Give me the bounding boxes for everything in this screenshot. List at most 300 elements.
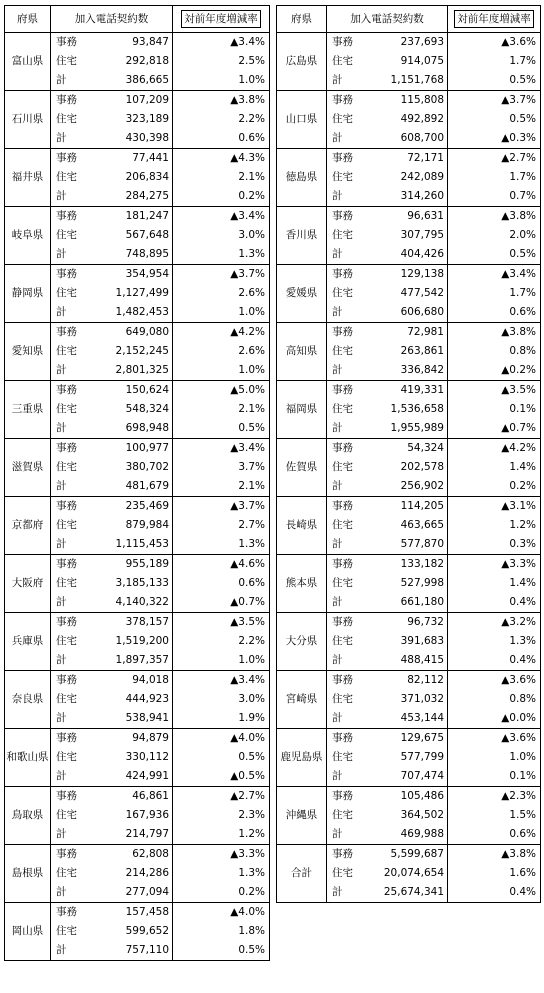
yoy-rate: ▲2.3% — [448, 787, 541, 807]
yoy-rate: 0.6% — [173, 574, 270, 593]
table-row — [5, 787, 270, 807]
row-type: 事務 — [327, 265, 365, 285]
row-type: 事務 — [51, 207, 91, 227]
contract-count: 336,842 — [365, 361, 448, 381]
yoy-rate: 2.2% — [173, 632, 270, 651]
row-type: 住宅 — [327, 284, 365, 303]
contract-count: 105,486 — [365, 787, 448, 807]
row-type: 住宅 — [51, 922, 91, 941]
contract-count: 242,089 — [365, 168, 448, 187]
row-type: 事務 — [327, 555, 365, 575]
yoy-rate: ▲3.4% — [173, 439, 270, 459]
row-type: 計 — [51, 651, 91, 671]
pref-header: 府県 — [277, 6, 327, 33]
contract-count: 430,398 — [91, 129, 173, 149]
yoy-rate: 2.6% — [173, 284, 270, 303]
yoy-rate: 3.0% — [173, 226, 270, 245]
yoy-rate: ▲3.8% — [448, 207, 541, 227]
row-type: 住宅 — [51, 574, 91, 593]
row-type: 事務 — [51, 265, 91, 285]
contract-count: 606,680 — [365, 303, 448, 323]
yoy-rate: 1.4% — [448, 574, 541, 593]
table-row — [277, 555, 541, 575]
table-row — [277, 91, 541, 111]
yoy-rate: ▲4.0% — [173, 729, 270, 749]
table-row — [277, 787, 541, 807]
table-row — [5, 33, 270, 53]
yoy-rate: 2.3% — [173, 806, 270, 825]
contract-count: 82,112 — [365, 671, 448, 691]
yoy-rate: 0.4% — [448, 883, 541, 903]
yoy-rate: ▲3.5% — [448, 381, 541, 401]
row-type: 住宅 — [51, 806, 91, 825]
row-type: 住宅 — [327, 574, 365, 593]
yoy-rate: 0.5% — [173, 941, 270, 961]
contract-count: 1,115,453 — [91, 535, 173, 555]
contract-count: 757,110 — [91, 941, 173, 961]
yoy-rate: ▲0.7% — [173, 593, 270, 613]
row-type: 計 — [51, 535, 91, 555]
row-type: 事務 — [327, 497, 365, 517]
row-type: 住宅 — [51, 284, 91, 303]
yoy-rate: 2.7% — [173, 516, 270, 535]
row-type: 住宅 — [51, 400, 91, 419]
contract-count: 46,861 — [91, 787, 173, 807]
yoy-rate: 0.4% — [448, 593, 541, 613]
contract-count: 237,693 — [365, 33, 448, 53]
yoy-rate: 0.2% — [448, 477, 541, 497]
left-body — [5, 33, 270, 961]
yoy-rate: ▲3.4% — [173, 671, 270, 691]
contract-count: 284,275 — [91, 187, 173, 207]
yoy-rate: 2.5% — [173, 52, 270, 71]
contract-count: 330,112 — [91, 748, 173, 767]
prefecture-name: 香川県 — [277, 207, 327, 265]
yoy-rate: ▲3.8% — [173, 91, 270, 111]
row-type: 計 — [51, 593, 91, 613]
yoy-rate: 0.2% — [173, 187, 270, 207]
contract-count: 1,536,658 — [365, 400, 448, 419]
right-table — [276, 5, 541, 903]
contract-count: 469,988 — [365, 825, 448, 845]
contract-count: 538,941 — [91, 709, 173, 729]
yoy-rate: 1.0% — [173, 361, 270, 381]
table-row — [277, 613, 541, 633]
contract-count: 181,247 — [91, 207, 173, 227]
row-type: 住宅 — [327, 748, 365, 767]
contract-count: 235,469 — [91, 497, 173, 517]
row-type: 計 — [327, 245, 365, 265]
table-row — [277, 671, 541, 691]
contract-count: 307,795 — [365, 226, 448, 245]
yoy-rate: ▲4.2% — [173, 323, 270, 343]
table-row — [5, 381, 270, 401]
yoy-rate: 1.2% — [448, 516, 541, 535]
row-type: 住宅 — [327, 864, 365, 883]
prefecture-name: 広島県 — [277, 33, 327, 91]
contract-count: 419,331 — [365, 381, 448, 401]
left-table — [4, 5, 270, 961]
row-type: 計 — [51, 245, 91, 265]
rate-header: 対前年度増減率 — [448, 6, 541, 33]
contract-count: 167,936 — [91, 806, 173, 825]
header-row — [277, 6, 541, 33]
table-row — [277, 149, 541, 169]
table-row — [5, 845, 270, 865]
contract-count: 129,675 — [365, 729, 448, 749]
row-type: 計 — [51, 825, 91, 845]
row-type: 計 — [51, 71, 91, 91]
contract-count: 914,075 — [365, 52, 448, 71]
row-type: 事務 — [327, 439, 365, 459]
row-type: 計 — [327, 129, 365, 149]
yoy-rate: ▲3.2% — [448, 613, 541, 633]
yoy-rate: 1.3% — [173, 245, 270, 265]
row-type: 事務 — [327, 207, 365, 227]
yoy-rate: 1.9% — [173, 709, 270, 729]
row-type: 住宅 — [327, 516, 365, 535]
yoy-rate: 1.0% — [173, 651, 270, 671]
contract-count: 378,157 — [91, 613, 173, 633]
yoy-rate: ▲0.0% — [448, 709, 541, 729]
prefecture-name: 岡山県 — [5, 903, 51, 961]
yoy-rate: ▲4.6% — [173, 555, 270, 575]
prefecture-name: 滋賀県 — [5, 439, 51, 497]
yoy-rate: ▲4.0% — [173, 903, 270, 923]
yoy-rate: 1.5% — [448, 806, 541, 825]
yoy-rate: ▲3.6% — [448, 671, 541, 691]
yoy-rate: 2.2% — [173, 110, 270, 129]
table-row — [277, 845, 541, 865]
contract-count: 577,870 — [365, 535, 448, 555]
count-header: 加入電話契約数 — [327, 6, 448, 33]
table-row — [277, 497, 541, 517]
contract-count: 481,679 — [91, 477, 173, 497]
row-type: 計 — [51, 361, 91, 381]
yoy-rate: 3.0% — [173, 690, 270, 709]
contract-count: 323,189 — [91, 110, 173, 129]
table-row — [5, 265, 270, 285]
contract-count: 77,441 — [91, 149, 173, 169]
contract-count: 150,624 — [91, 381, 173, 401]
yoy-rate: 0.2% — [173, 883, 270, 903]
contract-count: 100,977 — [91, 439, 173, 459]
contract-count: 661,180 — [365, 593, 448, 613]
prefecture-name: 徳島県 — [277, 149, 327, 207]
table-row — [277, 33, 541, 53]
yoy-rate: 1.6% — [448, 864, 541, 883]
table-row — [5, 671, 270, 691]
contract-count: 444,923 — [91, 690, 173, 709]
table-row — [5, 497, 270, 517]
row-type: 事務 — [51, 439, 91, 459]
contract-count: 133,182 — [365, 555, 448, 575]
prefecture-name: 奈良県 — [5, 671, 51, 729]
contract-count: 96,631 — [365, 207, 448, 227]
yoy-rate: 0.8% — [448, 690, 541, 709]
yoy-rate: ▲3.7% — [448, 91, 541, 111]
row-type: 住宅 — [327, 342, 365, 361]
yoy-rate: 0.6% — [173, 129, 270, 149]
yoy-rate: ▲0.7% — [448, 419, 541, 439]
contract-count: 707,474 — [365, 767, 448, 787]
table-row — [5, 903, 270, 923]
row-type: 計 — [327, 825, 365, 845]
row-type: 住宅 — [327, 806, 365, 825]
row-type: 住宅 — [51, 748, 91, 767]
table-row — [277, 729, 541, 749]
row-type: 事務 — [327, 91, 365, 111]
contract-count: 955,189 — [91, 555, 173, 575]
contract-count: 391,683 — [365, 632, 448, 651]
prefecture-name: 鹿児島県 — [277, 729, 327, 787]
yoy-rate: 0.1% — [448, 767, 541, 787]
contract-count: 1,955,989 — [365, 419, 448, 439]
row-type: 住宅 — [327, 632, 365, 651]
yoy-rate: ▲3.6% — [448, 33, 541, 53]
row-type: 計 — [51, 477, 91, 497]
prefecture-name: 岐阜県 — [5, 207, 51, 265]
contract-count: 527,998 — [365, 574, 448, 593]
contract-count: 424,991 — [91, 767, 173, 787]
row-type: 住宅 — [327, 110, 365, 129]
table-row — [5, 323, 270, 343]
contract-count: 1,482,453 — [91, 303, 173, 323]
yoy-rate: ▲3.7% — [173, 497, 270, 517]
contract-count: 599,652 — [91, 922, 173, 941]
contract-count: 2,152,245 — [91, 342, 173, 361]
yoy-rate: 1.0% — [173, 71, 270, 91]
contract-count: 94,018 — [91, 671, 173, 691]
pref-header: 府県 — [5, 6, 51, 33]
contract-count: 1,519,200 — [91, 632, 173, 651]
table-row — [5, 207, 270, 227]
table-row — [5, 439, 270, 459]
yoy-rate: ▲3.6% — [448, 729, 541, 749]
row-type: 計 — [327, 767, 365, 787]
row-type: 住宅 — [51, 168, 91, 187]
contract-count: 114,205 — [365, 497, 448, 517]
row-type: 事務 — [51, 33, 91, 53]
yoy-rate: ▲3.4% — [448, 265, 541, 285]
prefecture-name: 宮崎県 — [277, 671, 327, 729]
contract-count: 5,599,687 — [365, 845, 448, 865]
yoy-rate: 0.5% — [448, 110, 541, 129]
prefecture-name: 合計 — [277, 845, 327, 903]
contract-count: 72,171 — [365, 149, 448, 169]
row-type: 計 — [327, 477, 365, 497]
prefecture-name: 愛媛県 — [277, 265, 327, 323]
row-type: 住宅 — [51, 864, 91, 883]
contract-count: 453,144 — [365, 709, 448, 729]
row-type: 住宅 — [327, 690, 365, 709]
contract-count: 1,897,357 — [91, 651, 173, 671]
yoy-rate: ▲0.5% — [173, 767, 270, 787]
count-header: 加入電話契約数 — [51, 6, 173, 33]
contract-count: 256,902 — [365, 477, 448, 497]
yoy-rate: 0.6% — [448, 825, 541, 845]
yoy-rate: 3.7% — [173, 458, 270, 477]
row-type: 住宅 — [51, 516, 91, 535]
prefecture-name: 石川県 — [5, 91, 51, 149]
contract-count: 488,415 — [365, 651, 448, 671]
yoy-rate: 0.3% — [448, 535, 541, 555]
yoy-rate: 2.1% — [173, 400, 270, 419]
row-type: 計 — [327, 419, 365, 439]
table-row — [5, 729, 270, 749]
row-type: 事務 — [51, 381, 91, 401]
contract-count: 1,151,768 — [365, 71, 448, 91]
prefecture-name: 長崎県 — [277, 497, 327, 555]
yoy-rate: ▲3.7% — [173, 265, 270, 285]
yoy-rate: ▲2.7% — [448, 149, 541, 169]
row-type: 事務 — [327, 671, 365, 691]
row-type: 住宅 — [327, 168, 365, 187]
row-type: 計 — [51, 419, 91, 439]
contract-count: 354,954 — [91, 265, 173, 285]
row-type: 事務 — [51, 787, 91, 807]
yoy-rate: 1.0% — [448, 748, 541, 767]
yoy-rate: 1.0% — [173, 303, 270, 323]
yoy-rate: 2.1% — [173, 477, 270, 497]
row-type: 住宅 — [51, 110, 91, 129]
yoy-rate: ▲3.3% — [173, 845, 270, 865]
contract-count: 404,426 — [365, 245, 448, 265]
yoy-rate: 0.1% — [448, 400, 541, 419]
yoy-rate: 1.7% — [448, 284, 541, 303]
yoy-rate: ▲3.3% — [448, 555, 541, 575]
yoy-rate: 0.5% — [448, 245, 541, 265]
row-type: 計 — [327, 709, 365, 729]
yoy-rate: ▲4.2% — [448, 439, 541, 459]
row-type: 計 — [51, 883, 91, 903]
yoy-rate: ▲4.3% — [173, 149, 270, 169]
row-type: 事務 — [51, 497, 91, 517]
yoy-rate: 1.2% — [173, 825, 270, 845]
contract-count: 277,094 — [91, 883, 173, 903]
row-type: 住宅 — [327, 458, 365, 477]
contract-count: 567,648 — [91, 226, 173, 245]
row-type: 住宅 — [51, 52, 91, 71]
contract-count: 698,948 — [91, 419, 173, 439]
yoy-rate: 2.0% — [448, 226, 541, 245]
yoy-rate: ▲2.7% — [173, 787, 270, 807]
row-type: 事務 — [51, 613, 91, 633]
prefecture-name: 兵庫県 — [5, 613, 51, 671]
row-type: 計 — [51, 129, 91, 149]
prefecture-name: 島根県 — [5, 845, 51, 903]
yoy-rate: ▲3.1% — [448, 497, 541, 517]
yoy-rate: ▲3.8% — [448, 323, 541, 343]
rate-header: 対前年度増減率 — [173, 6, 270, 33]
contract-count: 477,542 — [365, 284, 448, 303]
row-type: 住宅 — [327, 400, 365, 419]
row-type: 住宅 — [51, 342, 91, 361]
contract-count: 577,799 — [365, 748, 448, 767]
yoy-rate: 1.7% — [448, 168, 541, 187]
row-type: 事務 — [327, 33, 365, 53]
yoy-rate: 1.3% — [173, 535, 270, 555]
row-type: 事務 — [327, 149, 365, 169]
yoy-rate: 0.4% — [448, 651, 541, 671]
row-type: 事務 — [51, 729, 91, 749]
contract-count: 371,032 — [365, 690, 448, 709]
yoy-rate: ▲3.5% — [173, 613, 270, 633]
yoy-rate: 0.8% — [448, 342, 541, 361]
table-row — [5, 555, 270, 575]
table-row — [277, 207, 541, 227]
contract-count: 292,818 — [91, 52, 173, 71]
contract-count: 202,578 — [365, 458, 448, 477]
prefecture-name: 静岡県 — [5, 265, 51, 323]
yoy-rate: 0.7% — [448, 187, 541, 207]
contract-count: 96,732 — [365, 613, 448, 633]
row-type: 事務 — [51, 91, 91, 111]
row-type: 住宅 — [51, 690, 91, 709]
contract-count: 314,260 — [365, 187, 448, 207]
contract-count: 548,324 — [91, 400, 173, 419]
row-type: 計 — [327, 303, 365, 323]
prefecture-name: 大分県 — [277, 613, 327, 671]
contract-count: 492,892 — [365, 110, 448, 129]
prefecture-name: 沖縄県 — [277, 787, 327, 845]
row-type: 事務 — [327, 323, 365, 343]
contract-count: 2,801,325 — [91, 361, 173, 381]
contract-count: 157,458 — [91, 903, 173, 923]
header-row — [5, 6, 270, 33]
yoy-rate: 1.8% — [173, 922, 270, 941]
row-type: 事務 — [327, 787, 365, 807]
row-type: 事務 — [51, 555, 91, 575]
contract-count: 72,981 — [365, 323, 448, 343]
contract-count: 364,502 — [365, 806, 448, 825]
contract-count: 748,895 — [91, 245, 173, 265]
contract-count: 386,665 — [91, 71, 173, 91]
yoy-rate: ▲3.8% — [448, 845, 541, 865]
contract-count: 25,674,341 — [365, 883, 448, 903]
yoy-rate: 1.4% — [448, 458, 541, 477]
contract-count: 3,185,133 — [91, 574, 173, 593]
yoy-rate: ▲0.2% — [448, 361, 541, 381]
contract-count: 214,286 — [91, 864, 173, 883]
table-row — [5, 91, 270, 111]
contract-count: 463,665 — [365, 516, 448, 535]
contract-count: 206,834 — [91, 168, 173, 187]
contract-count: 380,702 — [91, 458, 173, 477]
contract-count: 214,797 — [91, 825, 173, 845]
yoy-rate: 0.5% — [173, 748, 270, 767]
row-type: 計 — [327, 883, 365, 903]
contract-count: 1,127,499 — [91, 284, 173, 303]
row-type: 事務 — [327, 845, 365, 865]
yoy-rate: 0.6% — [448, 303, 541, 323]
yoy-rate: 2.6% — [173, 342, 270, 361]
yoy-rate: 1.3% — [448, 632, 541, 651]
row-type: 住宅 — [327, 52, 365, 71]
prefecture-name: 富山県 — [5, 33, 51, 91]
row-type: 計 — [51, 767, 91, 787]
row-type: 計 — [327, 535, 365, 555]
row-type: 事務 — [327, 729, 365, 749]
yoy-rate: 0.5% — [173, 419, 270, 439]
row-type: 計 — [327, 71, 365, 91]
contract-count: 54,324 — [365, 439, 448, 459]
row-type: 計 — [327, 651, 365, 671]
table-row — [5, 149, 270, 169]
row-type: 事務 — [327, 613, 365, 633]
contract-count: 94,879 — [91, 729, 173, 749]
prefecture-name: 福岡県 — [277, 381, 327, 439]
